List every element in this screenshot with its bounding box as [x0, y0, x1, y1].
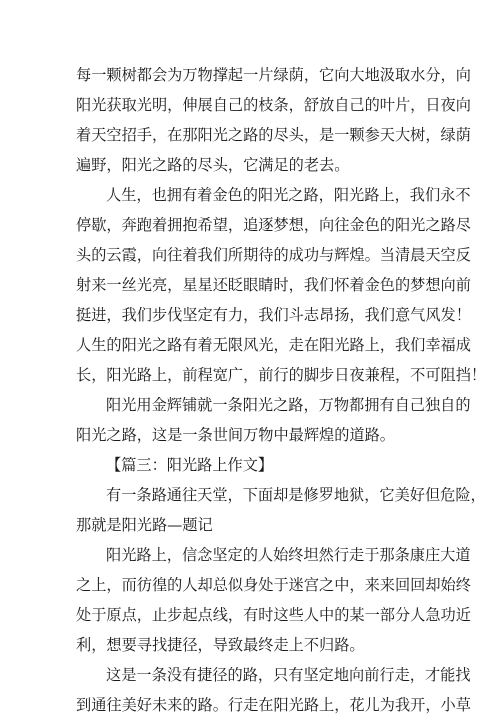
- text-line: 人生的阳光之路有着无限风光，走在阳光路上，我们幸福成: [76, 336, 471, 354]
- text-line: 停歇，奔跑着拥抱希望，追逐梦想，向往金色的阳光之路尽: [76, 216, 471, 234]
- text-line: 着天空招手，在那阳光之路的尽头，是一颗参天大树，绿荫: [76, 126, 471, 144]
- text-line: 那就是阳光路—题记: [76, 516, 213, 534]
- text-line: 长，阳光路上，前程宽广，前行的脚步日夜兼程，不可阻挡！: [76, 366, 487, 384]
- text-line: 到通往美好未来的路。行走在阳光路上，花儿为我开，小草: [76, 696, 471, 714]
- text-line: 遍野，阳光之路的尽头，它满足的老去。: [76, 156, 350, 174]
- paragraph-first-line: 有一条路通往天堂，下面却是修罗地狱，它美好但危险，: [106, 486, 486, 504]
- paragraph-first-line: 这是一条没有捷径的路，只有坚定地向前行走，才能找: [106, 666, 471, 684]
- article-body: [76, 60, 487, 720]
- text-line: 阳光获取光明，伸展自己的枝条，舒放自己的叶片，日夜向: [76, 96, 471, 114]
- paragraph-first-line: 阳光用金辉铺就一条阳光之路，万物都拥有自己独自的: [106, 396, 471, 414]
- paragraph-first-line: 阳光路上，信念坚定的人始终坦然行走于那条康庄大道: [106, 546, 471, 564]
- text-line: 阳光之路，这是一条世间万物中最辉煌的道路。: [76, 426, 395, 444]
- text-line: 每一颗树都会为万物撑起一片绿荫，它向大地汲取水分，向: [76, 66, 471, 84]
- text-line: 之上，而彷徨的人却总似身处于迷宫之中，来来回回却始终: [76, 576, 471, 594]
- text-line: 利，想要寻找捷径，导致最终走上不归路。: [76, 636, 365, 654]
- text-line: 处于原点，止步起点线，有时这些人中的某一部分人急功近: [76, 606, 471, 624]
- section-heading: 【篇三：阳光路上作文】: [106, 456, 274, 474]
- paragraph-first-line: 人生，也拥有着金色的阳光之路，阳光路上，我们永不: [106, 186, 471, 204]
- text-line: 挺进，我们步伐坚定有力，我们斗志昂扬，我们意气风发！: [76, 306, 471, 324]
- text-line: 头的云霞，向往着我们所期待的成功与辉煌。当清晨天空反: [76, 246, 471, 264]
- text-line: 射来一丝光亮，星星还眨眼睛时，我们怀着金色的梦想向前: [76, 276, 471, 294]
